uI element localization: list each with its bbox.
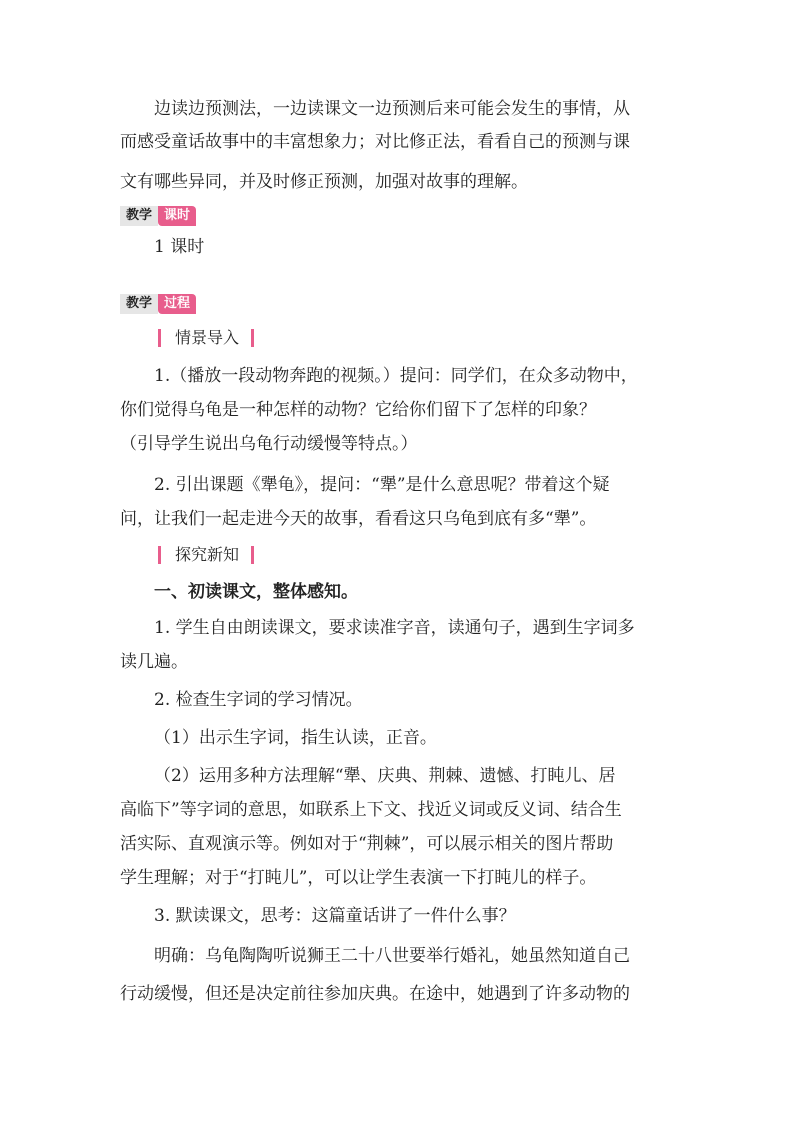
scene-item2-line1: 2. 引出课题《犟龟》，提问：“犟”是什么意思呢？带着这个疑 <box>154 475 610 495</box>
explore-p2-b-line2: 高临下”等字词的意思，如联系上下文、找近义词或反义词、结合生 <box>120 800 622 820</box>
explore-p2-a: （1）出示生字词，指生认读，正音。 <box>154 728 437 748</box>
scene-item1-line3: （引导学生说出乌龟行动缓慢等特点。） <box>120 434 418 454</box>
heading-text: 探究新知 <box>175 545 240 564</box>
tag-label-left: 教学 <box>120 294 158 314</box>
explore-p2-b-line1: （2）运用多种方法理解“犟、庆典、荆棘、遗憾、打盹儿、居 <box>154 766 616 786</box>
intro-line-1: 边读边预测法，一边读课文一边预测后来可能会发生的事情，从 <box>154 99 630 119</box>
explore-p2: 2. 检查生字词的学习情况。 <box>154 690 363 710</box>
scene-item2-line2: 问，让我们一起走进今天的故事，看看这只乌龟到底有多“犟”。 <box>120 509 597 529</box>
tag-label-right: 课时 <box>158 206 196 226</box>
intro-line-3: 文有哪些异同，并及时修正预测，加强对故事的理解。 <box>120 172 528 192</box>
hours-value: 1 课时 <box>154 237 205 257</box>
scene-item1-line2: 你们觉得乌龟是一种怎样的动物？它给你们留下了怎样的印象？ <box>120 400 596 420</box>
heading-bar-right <box>251 546 254 564</box>
tag-label-left: 教学 <box>120 206 158 226</box>
explore-p1-line1: 1. 学生自由朗读课文，要求读准字音，读通句子，遇到生字词多 <box>154 618 635 638</box>
tag-teaching-hours <box>120 206 196 226</box>
heading-explore <box>158 545 254 565</box>
heading-scene <box>158 328 254 348</box>
explore-answer-line1: 明确：乌龟陶陶听说狮王二十八世要举行婚礼，她虽然知道自己 <box>154 946 630 966</box>
intro-line-2: 而感受童话故事中的丰富想象力；对比修正法，看看自己的预测与课 <box>120 132 630 152</box>
heading-text: 情景导入 <box>175 328 240 347</box>
tag-teaching-process <box>120 294 196 314</box>
explore-p2-b-line3: 活实际、直观演示等。例如对于“荆棘”，可以展示相关的图片帮助 <box>120 834 614 854</box>
explore-p3: 3. 默读课文，思考：这篇童话讲了一件什么事？ <box>154 906 516 926</box>
heading-bar-right <box>251 329 254 347</box>
explore-answer-line2: 行动缓慢，但还是决定前往参加庆典。在途中，她遇到了许多动物的 <box>120 984 630 1004</box>
explore-section-1: 一、初读课文，整体感知。 <box>154 582 358 602</box>
scene-item1-line1: 1.（播放一段动物奔跑的视频。）提问：同学们，在众多动物中， <box>154 366 638 386</box>
tag-label-right: 过程 <box>158 294 196 314</box>
explore-p1-line2: 读几遍。 <box>120 652 188 672</box>
explore-p2-b-line4: 学生理解；对于“打盹儿”，可以让学生表演一下打盹儿的样子。 <box>120 868 597 888</box>
